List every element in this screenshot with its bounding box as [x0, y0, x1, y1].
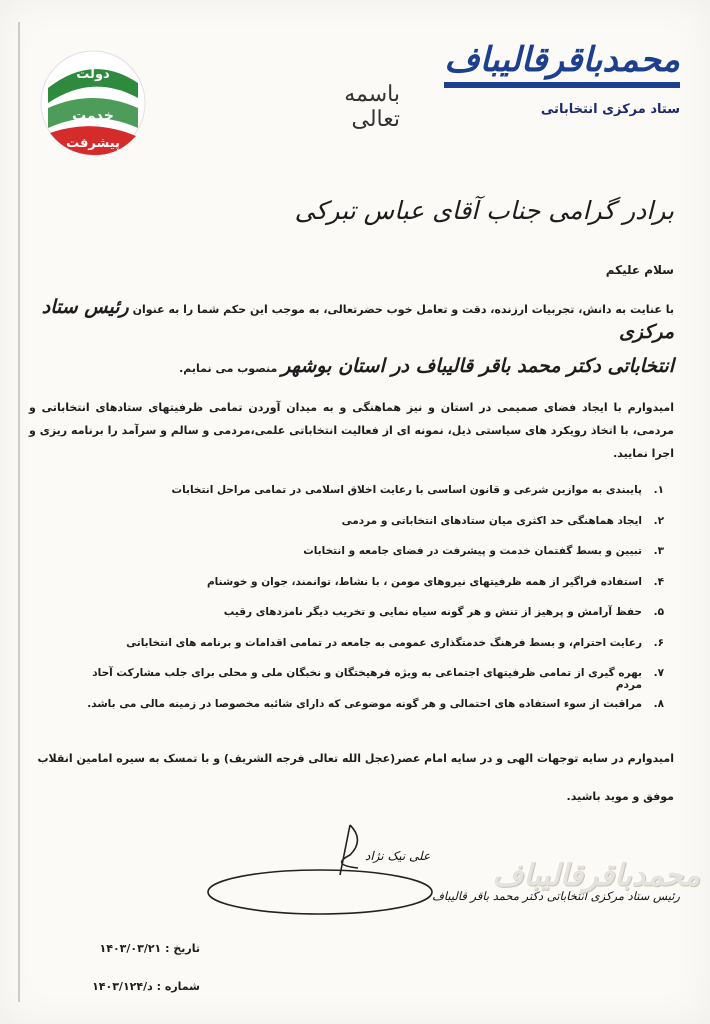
intro-role: رئیس ستاد مرکزی	[41, 296, 674, 343]
emblem-text-top: دولت	[76, 67, 110, 82]
list-item-number: ۵.	[653, 606, 664, 618]
list-item-text: رعایت احترام، و بسط فرهنگ خدمتگذاری عمومی به جامعه در تمامی اقدامات و برنامه های انتخاباتی	[126, 636, 642, 649]
campaign-brand	[444, 40, 680, 117]
list-item-number: ۴.	[653, 575, 664, 588]
list-item-number: ۲.	[653, 514, 664, 527]
list-item-number: ۳.	[653, 545, 664, 557]
date-value: ۱۴۰۳/۰۳/۲۱	[99, 942, 162, 955]
list-item-number: ۷.	[653, 667, 664, 679]
appointment-paragraph	[34, 356, 674, 379]
list-item-number: ۱.	[653, 484, 664, 496]
list-item-text: بهره گیری از تمامی ظرفیتهای اجتماعی به ویژه فرهیختگان و نخبگان ملی و محلی برای جلب مشارکت آحاد مردم	[92, 667, 642, 691]
list-item	[64, 637, 664, 668]
bismillah-heading: باسمه تعالی	[344, 82, 400, 132]
number-line	[80, 980, 200, 993]
list-item	[64, 484, 664, 515]
list-item	[64, 698, 664, 729]
number-value: د/۱۴۰۳/۱۲۴	[92, 980, 153, 993]
date-label: تاریخ :	[165, 942, 200, 955]
embossed-stamp: محمدباقرقالیباف	[492, 858, 700, 893]
signature-name: علی نیک نژاد	[365, 849, 431, 863]
policy-list	[64, 484, 664, 728]
left-frame-line	[18, 22, 20, 1002]
list-item	[64, 545, 664, 576]
emblem-text-bottom: پیشرفت	[66, 136, 120, 151]
list-item-number: ۸.	[653, 697, 664, 710]
government-emblem-logo	[38, 48, 148, 158]
list-item	[64, 606, 664, 637]
date-line	[80, 942, 200, 955]
list-item	[64, 576, 664, 607]
appointment-role: انتخاباتی دکتر محمد باقر قالیباف در استان بوشهر	[281, 355, 674, 377]
intro-paragraph	[34, 296, 674, 346]
emblem-text-mid: خدمت	[72, 108, 114, 124]
list-item-text: پایبندی به موازین شرعی و قانون اساسی با رعایت اخلاق اسلامی در تمامی مراحل انتخابات	[171, 484, 642, 496]
list-item	[64, 515, 664, 546]
handwritten-signature	[200, 820, 680, 920]
list-item-text: حفظ آرامش و پرهیز از تنش و هر گونه سیاه نمایی و تخریب دیگر نامزدهای رقیب	[223, 606, 642, 618]
intro-text: با عنایت به دانش، تجربیات ارزنده، دقت و تعامل خوب حضرتعالی، به موجب این حکم شما را به عنوان	[132, 303, 674, 316]
number-label: شماره :	[156, 980, 200, 993]
body-paragraph: امیدوارم با ایجاد فضای صمیمی در استان و نیز هماهنگی و به میدان آوردن تمامی ظرفیتهای ستادهای انتخاباتی و مردمی، با اتخاذ رویکرد های سیاستی ذیل، نمونه ای از فعالیت انتخاباتی علمی،مردمی و سالم و سرآمد را برنامه ریزی و اجرا نمایید.	[29, 401, 674, 460]
brand-logo: محمدباقرقالیباف	[444, 40, 680, 88]
list-item-text: استفاده فراگیر از همه ظرفیتهای نیروهای مومن ، با نشاط، توانمند، جوان و خوشنام	[206, 575, 642, 588]
salutation: برادر گرامی جناب آقای عباس تبرکی	[294, 196, 674, 225]
brand-subtitle: ستاد مرکزی انتخاباتی	[540, 102, 680, 117]
signature-title: رئیس ستاد مرکزی انتخاباتی دکتر محمد باقر قالیباف	[432, 889, 680, 903]
list-item	[64, 667, 664, 698]
closing-paragraph: امیدوارم در سایه توجهات الهی و در سایه امام عصر(عجل الله تعالی فرجه الشریف) و با تمسک به سیره امامین انقلاب موفق و موید باشید.	[37, 752, 674, 803]
appointment-text: منصوب می نمایم.	[179, 362, 278, 375]
list-item-text: ایجاد هماهنگی حد اکثری میان ستادهای انتخاباتی و مردمی	[341, 514, 642, 527]
list-item-text: تبیین و بسط گفتمان خدمت و پیشرفت در فضای جامعه و انتخابات	[303, 545, 642, 557]
list-item-number: ۶.	[653, 636, 664, 649]
greeting: سلام علیکم	[605, 263, 674, 277]
list-item-text: مراقبت از سوء استفاده های احتمالی و هر گونه موضوعی که دارای شائبه مخصوصا در زمینه مالی می باشد.	[87, 697, 642, 710]
